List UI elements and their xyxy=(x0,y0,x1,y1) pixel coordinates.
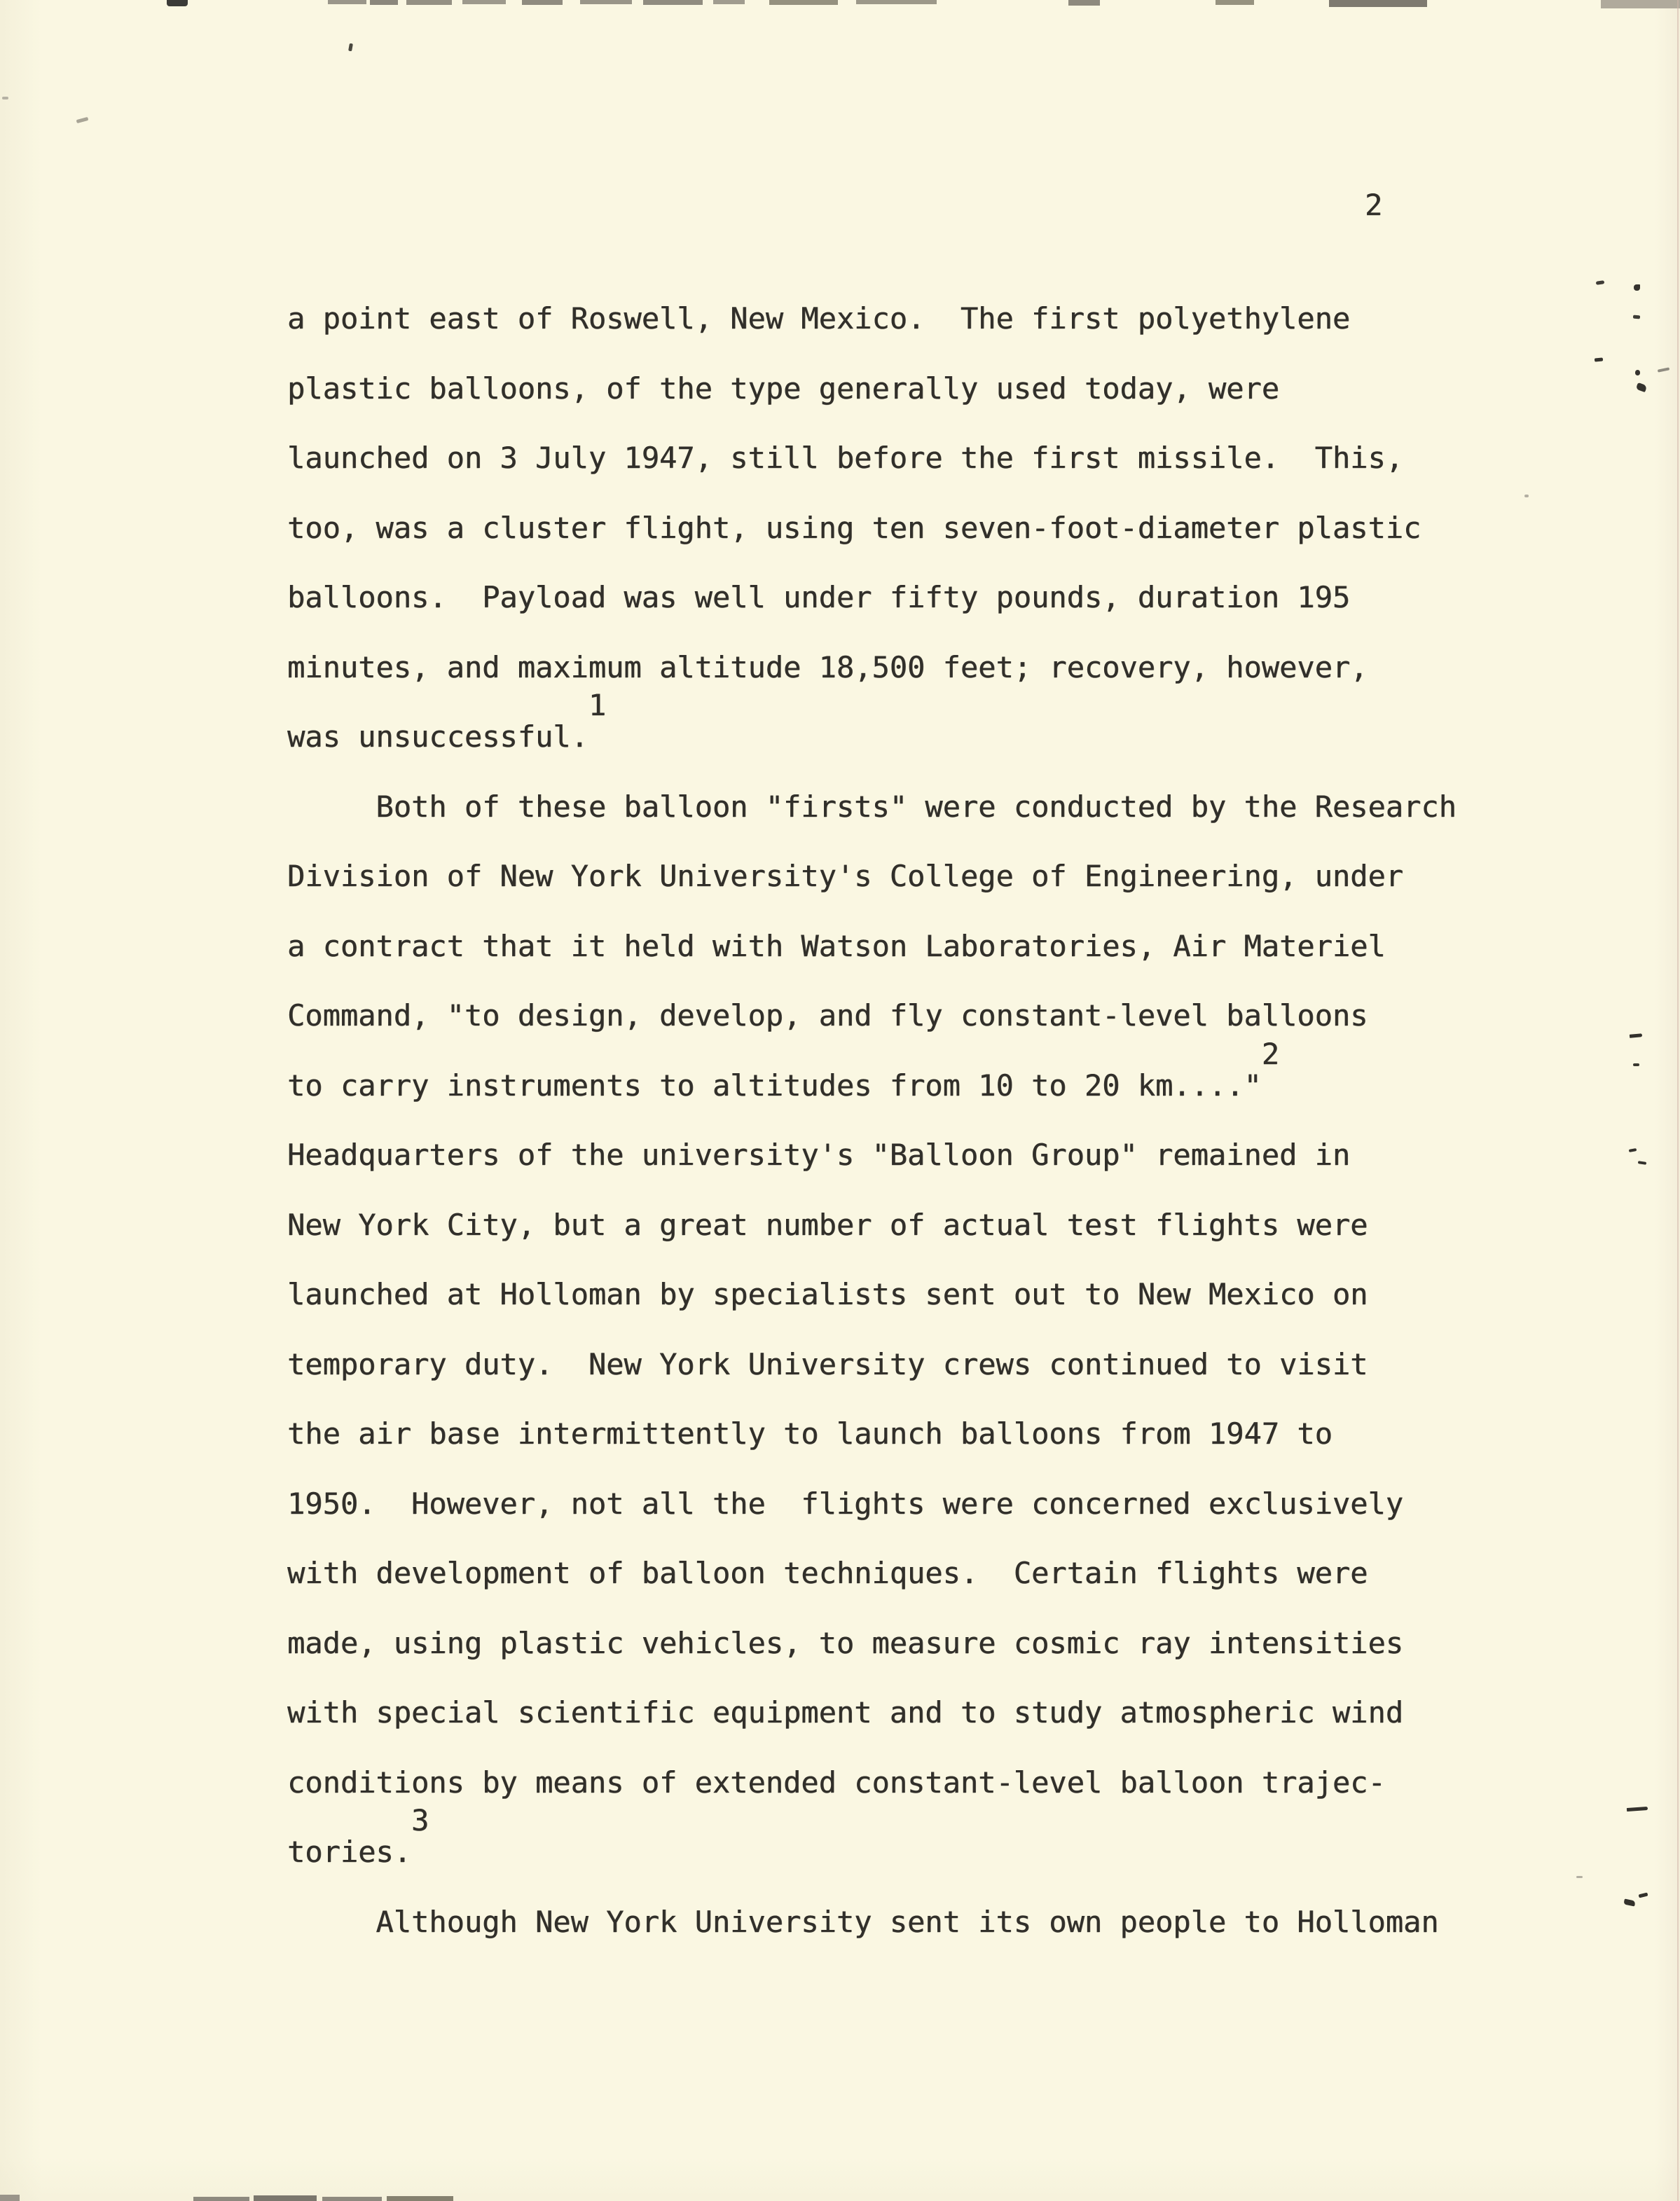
page-number: 2 xyxy=(1365,188,1383,222)
ink-speck xyxy=(1623,1898,1635,1906)
text-line xyxy=(287,1120,1618,1190)
scan-artifact xyxy=(713,0,745,4)
line-text: a contract that it held with Watson Laboratories, Air Materiel xyxy=(287,928,1386,963)
text-line xyxy=(287,1887,1618,1957)
scan-artifact xyxy=(370,0,398,5)
text-line xyxy=(287,1330,1618,1400)
ink-speck xyxy=(1629,1148,1637,1152)
text-line xyxy=(287,1678,1618,1748)
text-line xyxy=(287,772,1618,842)
text-line xyxy=(287,1036,1618,1121)
line-text: Although New York University sent its own people to Holloman xyxy=(287,1904,1439,1939)
text-line xyxy=(287,981,1618,1051)
scan-artifact xyxy=(406,0,452,5)
line-text: Headquarters of the university's "Balloon Group" remained in xyxy=(287,1138,1351,1172)
ink-speck xyxy=(2,97,8,99)
line-text: Command, "to design, develop, and fly constant-level balloons xyxy=(287,998,1368,1033)
line-text: was unsuccessful. xyxy=(287,719,588,754)
ink-speck xyxy=(1633,1063,1639,1066)
line-text: conditions by means of extended constant-level balloon trajec- xyxy=(287,1765,1386,1800)
text-line xyxy=(287,1469,1618,1539)
line-text: Division of New York University's College of Engineering, under xyxy=(287,859,1404,893)
scan-artifact xyxy=(1216,0,1254,5)
scan-artifact xyxy=(856,0,937,4)
scan-artifact xyxy=(643,0,703,5)
text-line xyxy=(287,688,1618,772)
scan-artifact xyxy=(0,2195,20,2201)
ink-speck xyxy=(348,43,353,52)
ink-speck xyxy=(1630,1033,1642,1038)
line-text: with development of balloon techniques. Certain flights were xyxy=(287,1556,1368,1590)
line-text: too, was a cluster flight, using ten seven-foot-diameter plastic xyxy=(287,510,1421,545)
ink-speck xyxy=(1639,1893,1648,1898)
scan-artifact xyxy=(1329,0,1427,7)
line-text: balloons. Payload was well under fifty pounds, duration 195 xyxy=(287,580,1351,614)
text-line xyxy=(287,423,1618,493)
text-line xyxy=(287,911,1618,981)
ink-speck xyxy=(1658,367,1669,372)
scan-artifact xyxy=(193,2197,249,2201)
scan-artifact xyxy=(387,2196,453,2201)
ink-speck xyxy=(1635,370,1640,375)
line-text: Both of these balloon "firsts" were conducted by the Research xyxy=(287,789,1457,824)
scan-artifact xyxy=(580,0,632,4)
scan-artifact xyxy=(1601,0,1680,8)
text-line xyxy=(287,1260,1618,1330)
ink-speck xyxy=(1633,315,1640,319)
scan-artifact xyxy=(167,0,188,6)
text-line xyxy=(287,354,1618,424)
line-text: launched at Holloman by specialists sent out to New Mexico on xyxy=(287,1277,1368,1311)
scan-artifact xyxy=(522,0,563,5)
ink-speck xyxy=(1636,382,1648,392)
text-line xyxy=(287,1190,1618,1260)
scan-artifact xyxy=(1068,0,1100,6)
line-text: tories. xyxy=(287,1835,412,1869)
scan-artifact xyxy=(254,2195,317,2201)
line-text: minutes, and maximum altitude 18,500 feet; recovery, however, xyxy=(287,649,1368,684)
text-line xyxy=(287,633,1618,703)
ink-speck xyxy=(1638,1161,1646,1165)
line-text: made, using plastic vehicles, to measure cosmic ray intensities xyxy=(287,1625,1404,1660)
scan-artifact xyxy=(328,0,366,4)
text-line xyxy=(287,563,1618,633)
footnote-ref: 2 xyxy=(1261,1036,1280,1071)
text-line xyxy=(287,1608,1618,1678)
scan-artifact xyxy=(322,2197,382,2201)
footnote-ref: 1 xyxy=(588,688,607,722)
text-line xyxy=(287,284,1618,354)
line-text: a point east of Roswell, New Mexico. The first polyethylene xyxy=(287,301,1351,336)
typewritten-text xyxy=(287,284,1618,1957)
scan-artifact xyxy=(462,0,506,4)
scan-artifact xyxy=(769,0,838,5)
line-text: launched on 3 July 1947, still before the first missile. This, xyxy=(287,441,1404,475)
text-line xyxy=(287,493,1618,563)
text-line xyxy=(287,1748,1618,1818)
page-edge-shadow xyxy=(1677,0,1679,2201)
line-text: to carry instruments to altitudes from 10 to 20 km...." xyxy=(287,1068,1262,1103)
line-text: temporary duty. New York University crews continued to visit xyxy=(287,1346,1368,1381)
line-text: the air base intermittently to launch balloons from 1947 to xyxy=(287,1416,1333,1451)
footnote-ref: 3 xyxy=(411,1803,429,1837)
line-text: New York City, but a great number of actual test flights were xyxy=(287,1207,1368,1242)
ink-speck xyxy=(1634,284,1640,291)
text-line xyxy=(287,1803,1618,1887)
text-line xyxy=(287,841,1618,911)
text-line xyxy=(287,1538,1618,1608)
line-text: plastic balloons, of the type generally used today, were xyxy=(287,371,1280,406)
line-text: with special scientific equipment and to study atmospheric wind xyxy=(287,1695,1404,1730)
text-line xyxy=(287,1399,1618,1469)
ink-speck xyxy=(76,117,89,123)
line-text: 1950. However, not all the flights were concerned exclusively xyxy=(287,1486,1404,1521)
ink-speck xyxy=(1627,1807,1648,1812)
